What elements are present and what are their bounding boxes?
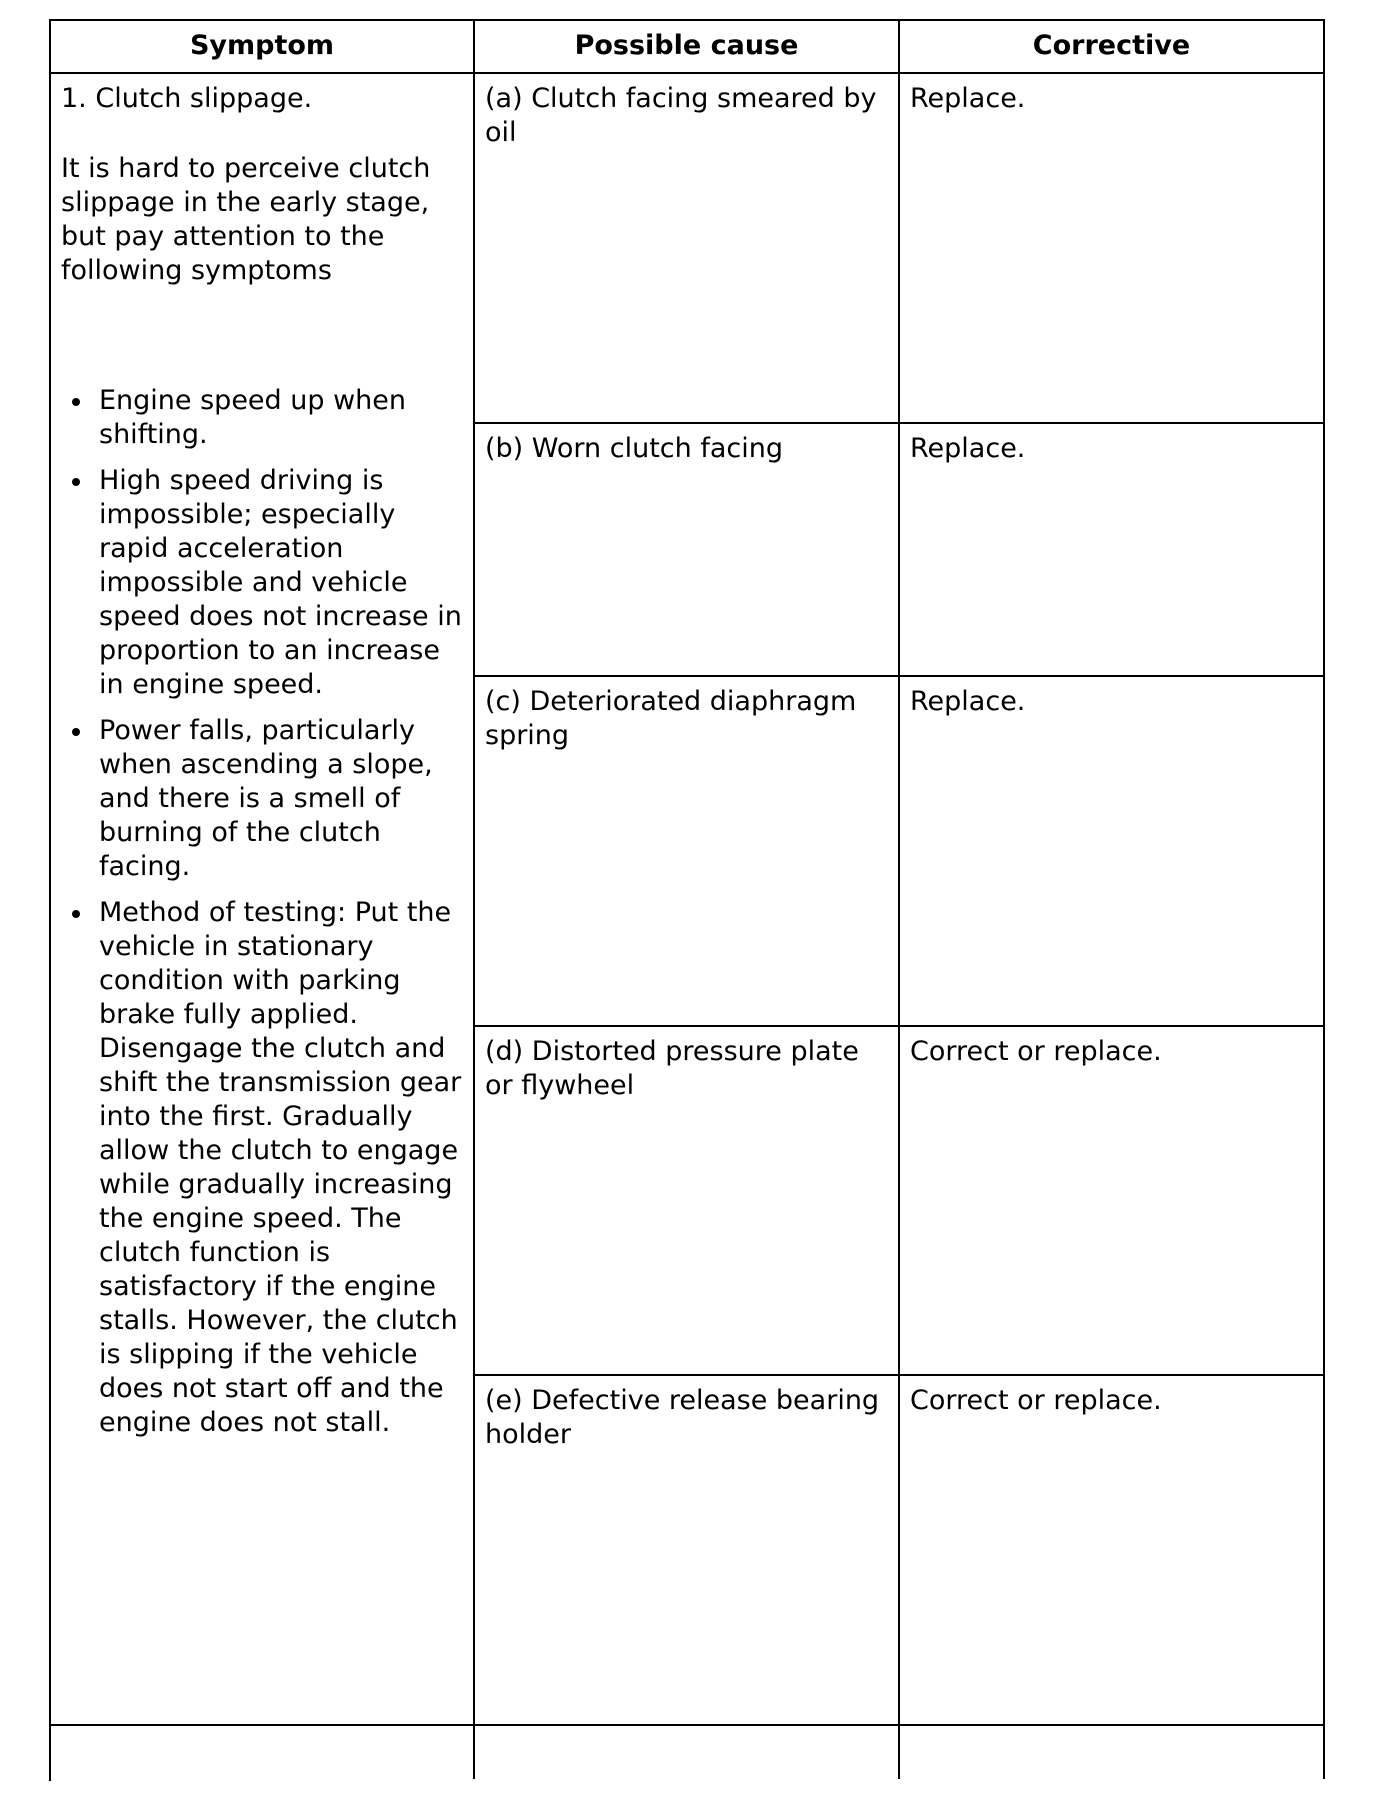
next-row-symptom-cell: [51, 1726, 475, 1779]
cause-cell-a: (a) Clutch facing smeared by oil: [475, 74, 900, 424]
cause-cell-c: (c) Deteriorated diaphragm spring: [475, 677, 900, 1027]
symptom-cell: [51, 74, 475, 1726]
corrective-cell-a: Replace.: [900, 74, 1325, 424]
symptom-note: It is hard to perceive clutch slippage in the early stage, but pay attention to the following symptoms: [61, 153, 431, 286]
symptom-title: 1. Clutch slippage.: [61, 83, 313, 114]
cause-cell-d: (d) Distorted pressure plate or flywheel: [475, 1027, 900, 1376]
symptom-bullet-list: [61, 384, 463, 1440]
next-row-corrective-cell: [900, 1726, 1325, 1779]
symptom-bullet: Method of testing: Put the vehicle in stationary condition with parking brake fully applied. Disengage the clutch and shift the transmission gear into the first. Gradually allow the clutch to engage while gradually increasing the engine speed. The clutch function is satisfactory if the engine stalls. However, the clutch is slipping if the vehicle does not start off and the engine does not stall.: [99, 897, 462, 1438]
corrective-cell-d: Correct or replace.: [900, 1027, 1325, 1376]
corrective-cell-e: Correct or replace.: [900, 1376, 1325, 1726]
troubleshooting-table: [49, 19, 1325, 1781]
symptom-bullet: Power falls, particularly when ascending a slope, and there is a smell of burning of the clutch facing.: [99, 714, 463, 884]
symptom-bullet: High speed driving is impossible; especially rapid acceleration impossible and vehicle speed does not increase in proportion to an increase in engine speed.: [99, 465, 462, 700]
header-symptom: Symptom: [51, 21, 475, 74]
corrective-cell-b: Replace.: [900, 424, 1325, 677]
cause-cell-b: (b) Worn clutch facing: [475, 424, 900, 677]
cause-cell-e: (e) Defective release bearing holder: [475, 1376, 900, 1726]
header-corrective: Corrective: [900, 21, 1325, 74]
next-row-cause-cell: [475, 1726, 900, 1779]
header-possible-cause: Possible cause: [475, 21, 900, 74]
corrective-cell-c: Replace.: [900, 677, 1325, 1027]
symptom-bullet: Engine speed up when shifting.: [99, 384, 463, 452]
